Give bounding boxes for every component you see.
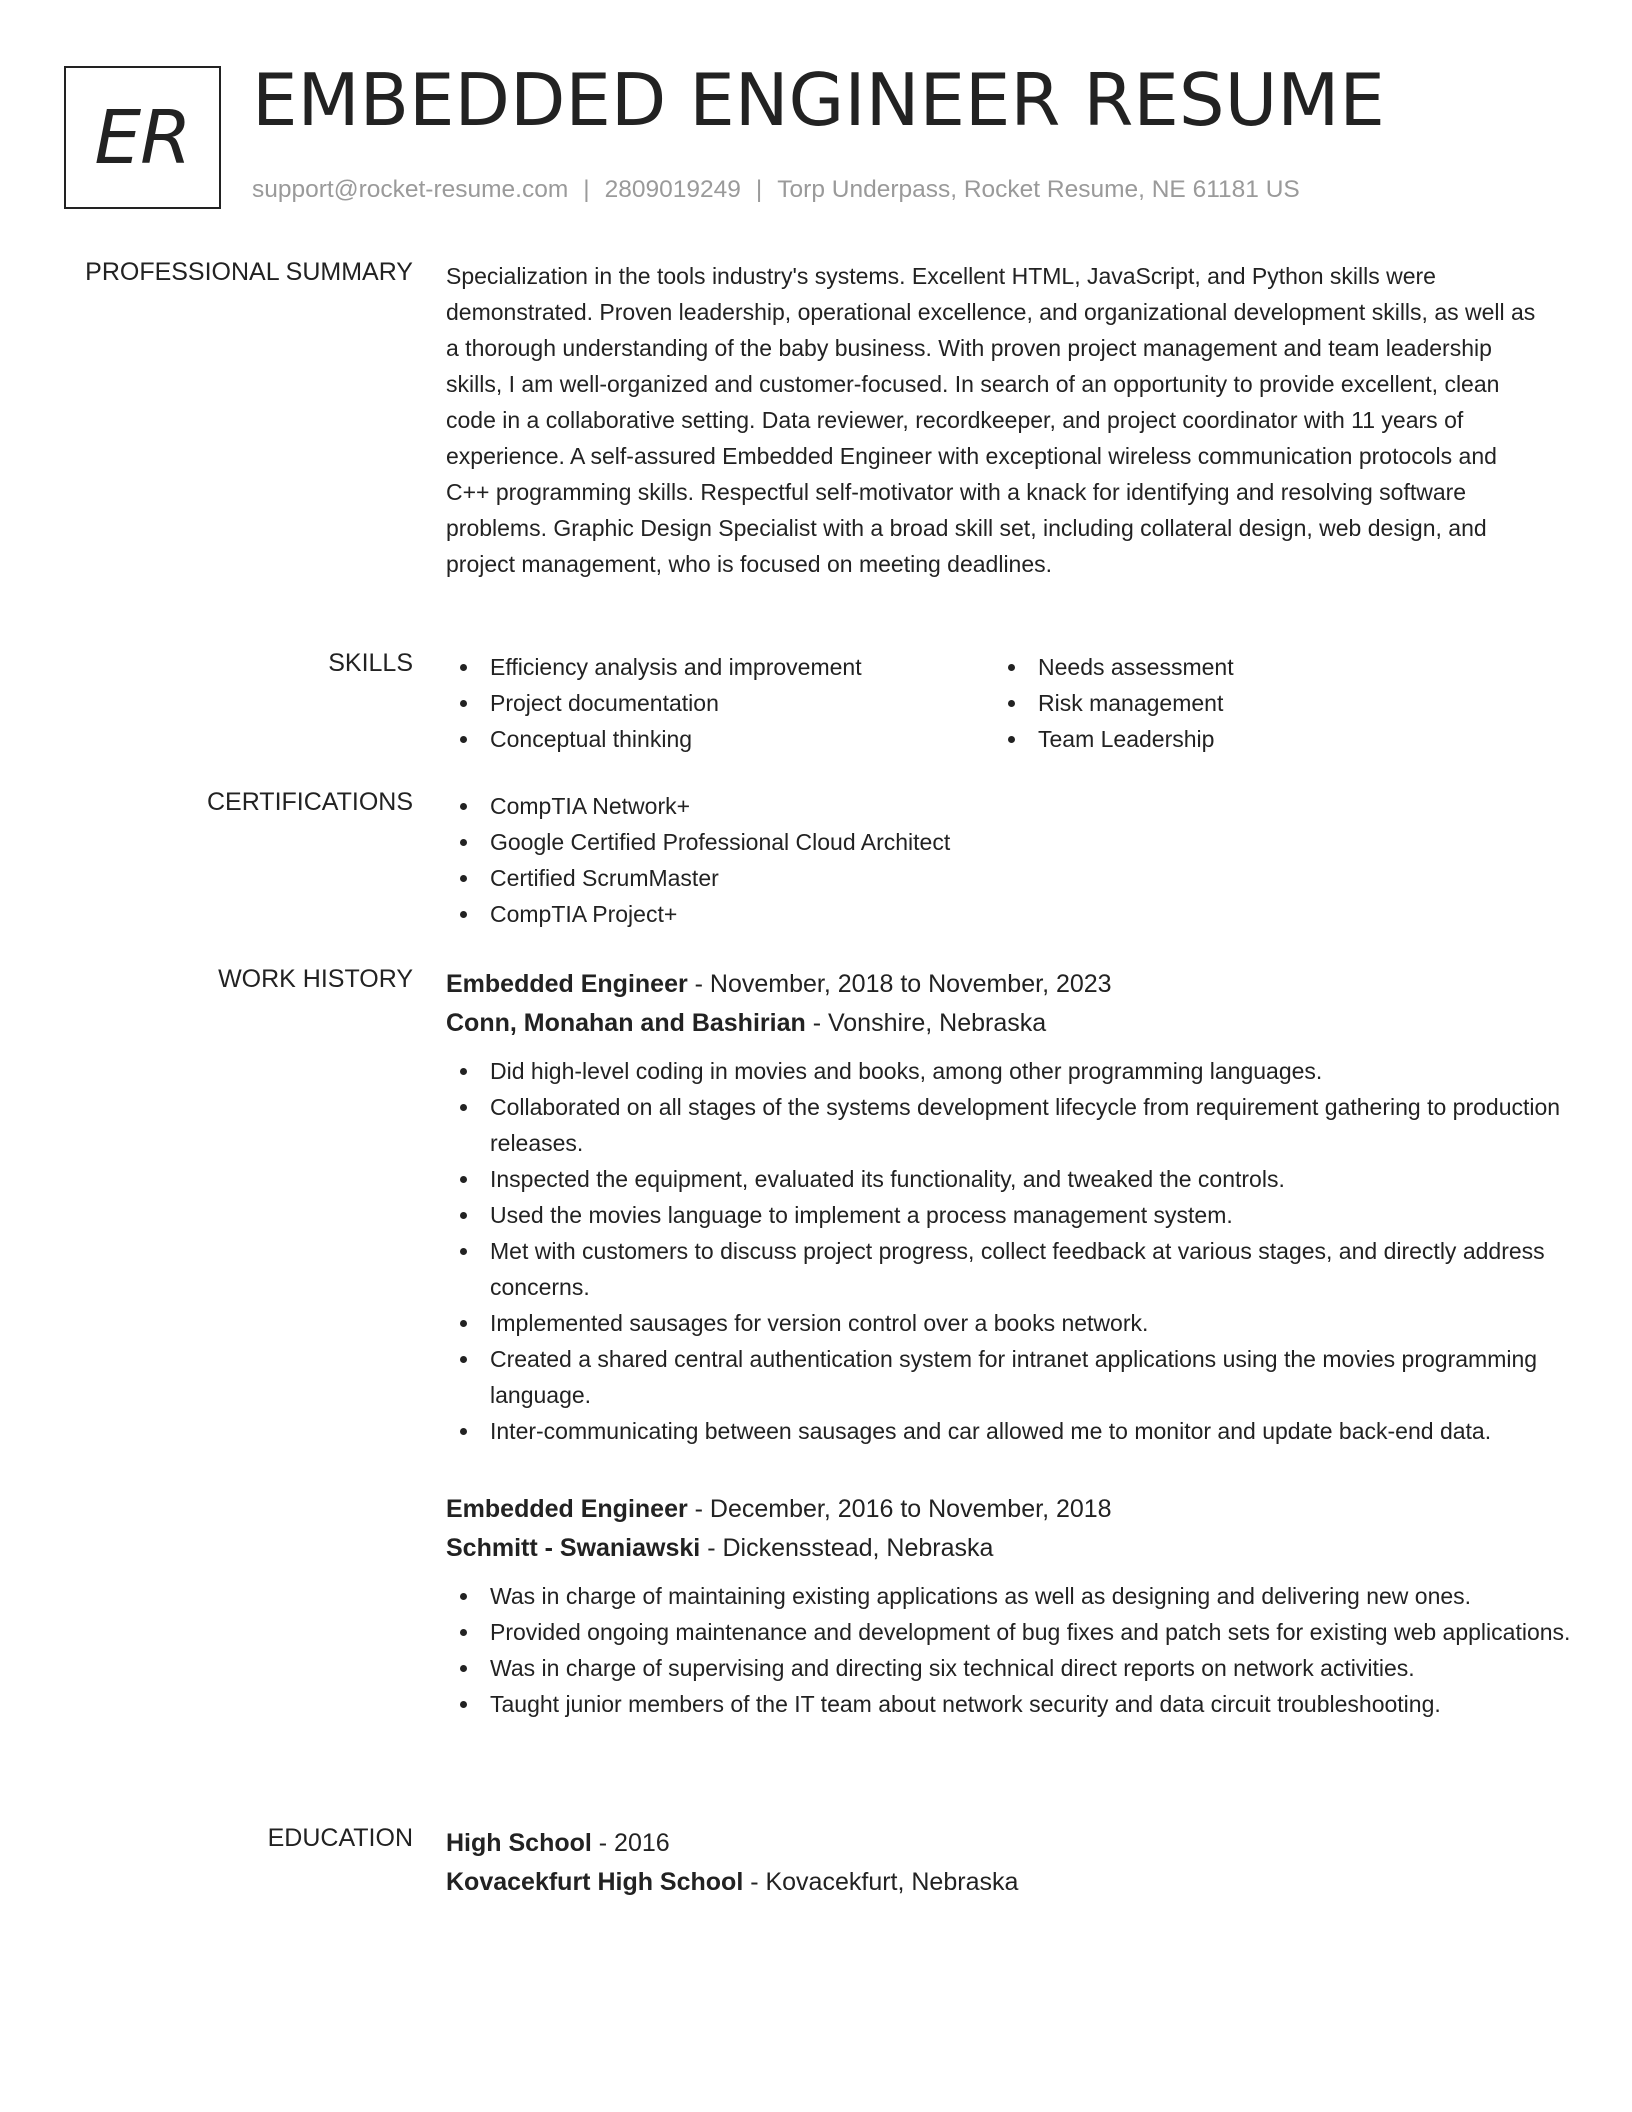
job-title: Embedded Engineer [446, 1495, 688, 1523]
job-title: Embedded Engineer [446, 970, 688, 998]
job-company: Schmitt - Swaniawski [446, 1534, 701, 1562]
job-company-line [446, 1529, 1571, 1568]
skill-item: Conceptual thinking [446, 721, 994, 757]
job-title-line [446, 965, 1571, 1004]
skills-heading: SKILLS [328, 649, 413, 677]
job-entry [446, 1490, 1571, 1722]
certification-item: CompTIA Project+ [446, 896, 1571, 932]
skill-item: Efficiency analysis and improvement [446, 649, 994, 685]
job-duty-item: Collaborated on all stages of the systems development lifecycle from requirement gathering to production releases. [446, 1089, 1571, 1161]
education-school: Kovacekfurt High School [446, 1868, 744, 1896]
job-duty-item: Was in charge of maintaining existing applications as well as designing and delivering new ones. [446, 1578, 1571, 1614]
skill-item: Project documentation [446, 685, 994, 721]
resume-title: EMBEDDED ENGINEER RESUME [252, 58, 1385, 142]
contact-phone: 2809019249 [604, 176, 741, 203]
job-duty-item: Inter-communicating between sausages and car allowed me to monitor and update back-end data. [446, 1413, 1571, 1449]
contact-email: support@rocket-resume.com [252, 176, 569, 203]
summary-text: Specialization in the tools industry's systems. Excellent HTML, JavaScript, and Python skills were demonstrated. Proven leadership, operational excellence, and organizational development skills, as well as a thorough understanding of the baby business. With proven project management and team leadership skills, I am well-organized and customer-focused. In search of an opportunity to provide excellent, clean code in a collaborative setting. Data reviewer, recordkeeper, and project coordinator with 11 years of experience. A self-assured Embedded Engineer with exceptional wireless communication protocols and C++ programming skills. Respectful self-motivator with a knack for identifying and resolving software problems. Graphic Design Specialist with a broad skill set, including collateral design, web design, and project management, who is focused on meeting deadlines. [446, 263, 1536, 577]
job-duty-item: Inspected the equipment, evaluated its functionality, and tweaked the controls. [446, 1161, 1571, 1197]
job-dates: - December, 2016 to November, 2018 [687, 1495, 1112, 1523]
certifications-heading: CERTIFICATIONS [206, 788, 413, 816]
job-duty-item: Used the movies language to implement a process management system. [446, 1197, 1571, 1233]
job-duty-item: Was in charge of supervising and directing six technical direct reports on network activities. [446, 1650, 1571, 1686]
job-location: - Dickensstead, Nebraska [700, 1534, 994, 1562]
monogram-initials: ER [94, 94, 191, 181]
contact-address: Torp Underpass, Rocket Resume, NE 61181 US [777, 176, 1300, 203]
skill-item: Risk management [994, 685, 1542, 721]
education-year: - 2016 [591, 1829, 670, 1857]
contact-line [252, 176, 1300, 204]
certifications-list [446, 788, 1571, 932]
job-entry [446, 965, 1571, 1449]
skill-item: Needs assessment [994, 649, 1542, 685]
job-duty-item: Implemented sausages for version control over a books network. [446, 1305, 1571, 1341]
job-duties-list [446, 1578, 1571, 1722]
certification-item: Certified ScrumMaster [446, 860, 1571, 896]
skill-item: Team Leadership [994, 721, 1542, 757]
contact-separator: | [583, 176, 590, 203]
education-degree: High School [446, 1829, 592, 1857]
summary-heading: PROFESSIONAL SUMMARY [85, 258, 413, 286]
skills-column-2 [994, 649, 1542, 757]
job-company-line [446, 1004, 1571, 1043]
education-heading: EDUCATION [267, 1824, 413, 1852]
job-duty-item: Created a shared central authentication system for intranet applications using the movies programming language. [446, 1341, 1571, 1413]
job-company: Conn, Monahan and Bashirian [446, 1009, 806, 1037]
job-duty-item: Provided ongoing maintenance and development of bug fixes and patch sets for existing web applications. [446, 1614, 1571, 1650]
certification-item: Google Certified Professional Cloud Architect [446, 824, 1571, 860]
contact-separator: | [755, 176, 763, 203]
skills-column-1 [446, 649, 994, 757]
education-degree-line [446, 1824, 1571, 1863]
job-duties-list [446, 1053, 1571, 1449]
work-history-heading: WORK HISTORY [218, 965, 413, 993]
education-school-line [446, 1863, 1571, 1902]
job-duty-item: Did high-level coding in movies and books, among other programming languages. [446, 1053, 1571, 1089]
job-duty-item: Taught junior members of the IT team about network security and data circuit troubleshooting. [446, 1686, 1571, 1722]
certification-item: CompTIA Network+ [446, 788, 1571, 824]
education-location: - Kovacekfurt, Nebraska [743, 1868, 1019, 1896]
job-duty-item: Met with customers to discuss project progress, collect feedback at various stages, and directly address concerns. [446, 1233, 1571, 1305]
job-title-line [446, 1490, 1571, 1529]
job-dates: - November, 2018 to November, 2023 [687, 970, 1112, 998]
job-location: - Vonshire, Nebraska [805, 1009, 1047, 1037]
monogram-box [64, 66, 221, 209]
